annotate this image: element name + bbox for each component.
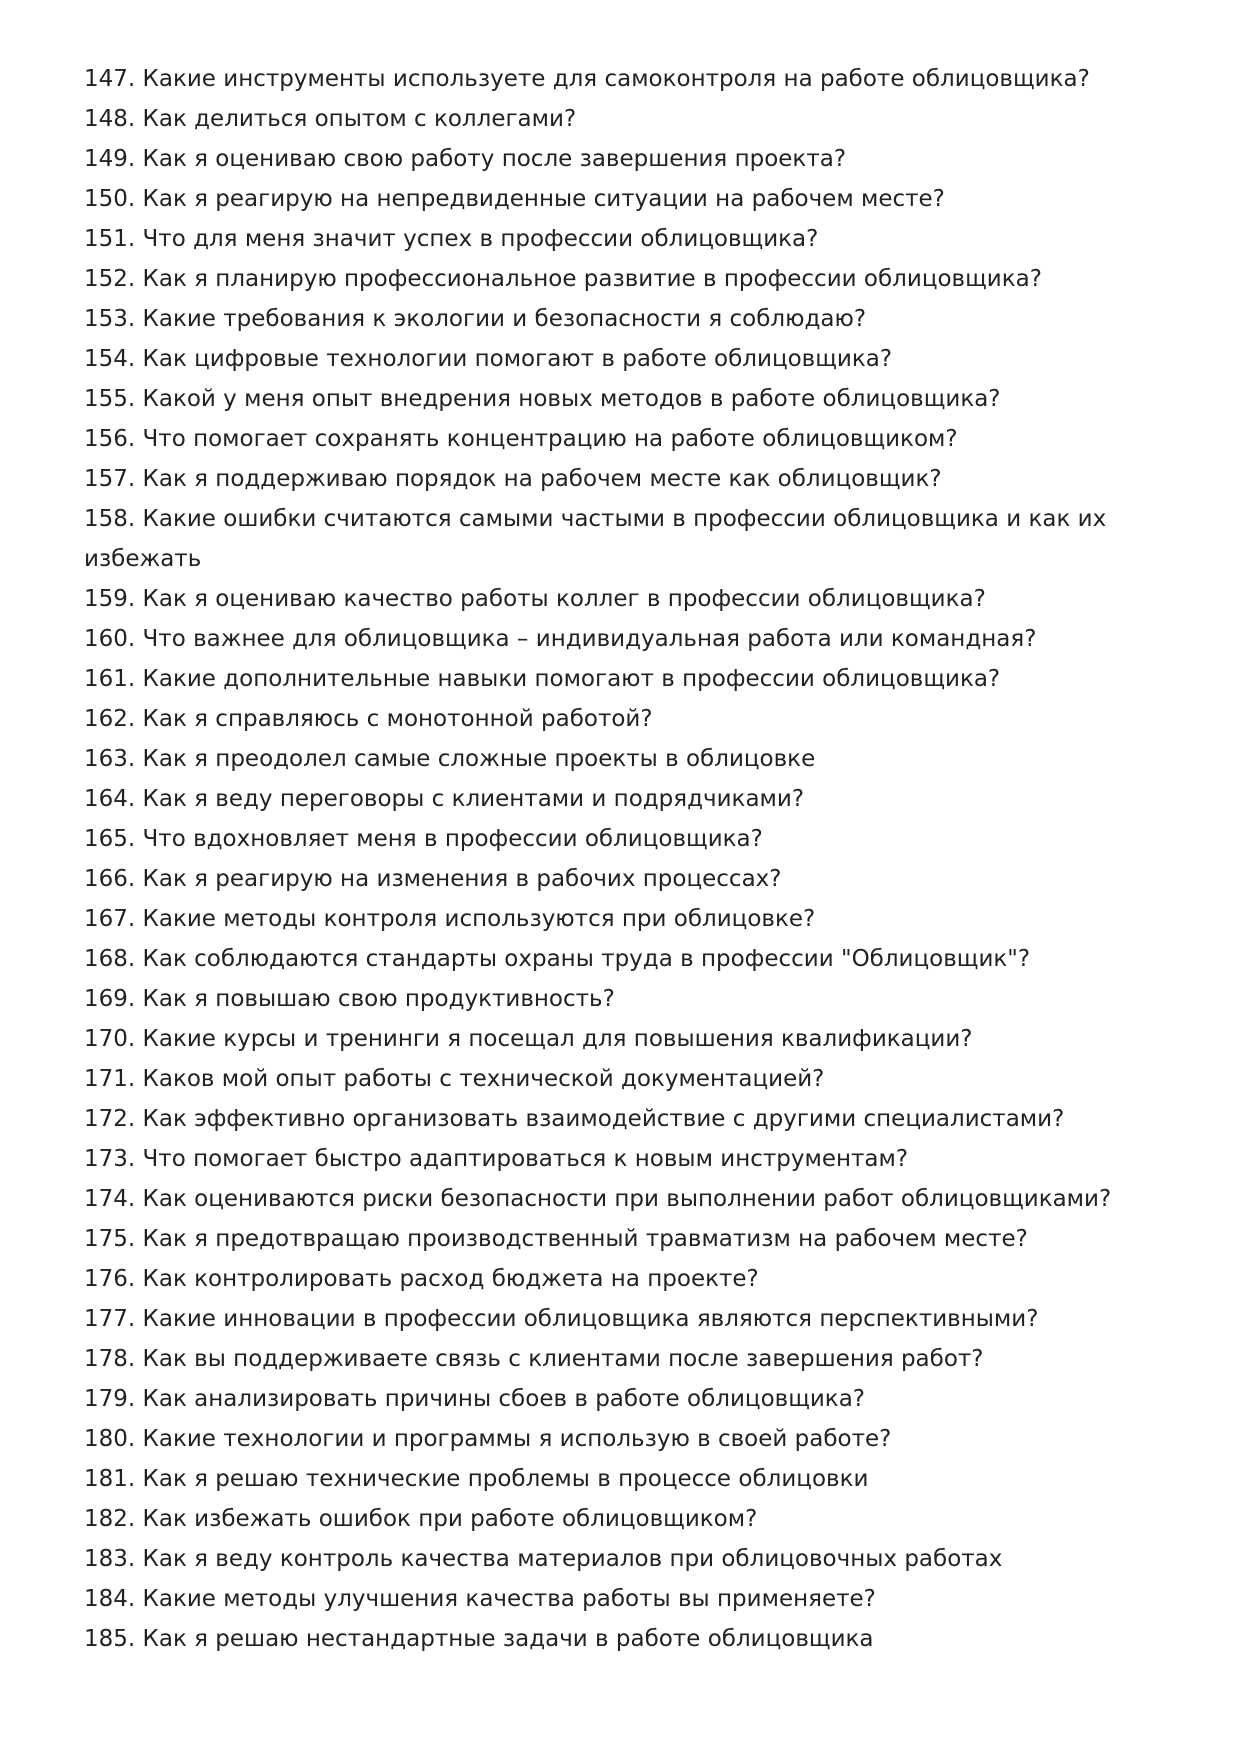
- question-item: 173. Что помогает быстро адаптироваться к новым инструментам?: [84, 1146, 909, 1172]
- question-item: 163. Как я преодолел самые сложные проекты в облицовке: [84, 746, 816, 772]
- question-item: 160. Что важнее для облицовщика – индивидуальная работа или командная?: [84, 626, 1037, 652]
- question-item: 182. Как избежать ошибок при работе облицовщиком?: [84, 1506, 758, 1532]
- question-item: 150. Как я реагирую на непредвиденные ситуации на рабочем месте?: [84, 186, 945, 212]
- question-item: 166. Как я реагирую на изменения в рабочих процессах?: [84, 866, 782, 892]
- question-item: 167. Какие методы контроля используются при облицовке?: [84, 906, 816, 932]
- question-item: 158. Какие ошибки считаются самыми частыми в профессии облицовщика и как их избежать: [84, 506, 1107, 572]
- question-item: 152. Как я планирую профессиональное развитие в профессии облицовщика?: [84, 266, 1042, 292]
- question-item: 149. Как я оцениваю свою работу после завершения проекта?: [84, 146, 847, 172]
- question-item: 185. Как я решаю нестандартные задачи в работе облицовщика: [84, 1626, 874, 1652]
- question-item: 148. Как делиться опытом с коллегами?: [84, 106, 577, 132]
- question-item: 165. Что вдохновляет меня в профессии облицовщика?: [84, 826, 763, 852]
- question-item: 171. Каков мой опыт работы с технической документацией?: [84, 1066, 825, 1092]
- question-item: 178. Как вы поддерживаете связь с клиентами после завершения работ?: [84, 1346, 984, 1372]
- question-list: [84, 59, 1155, 1659]
- question-item: 147. Какие инструменты используете для самоконтроля на работе облицовщика?: [84, 66, 1090, 92]
- question-item: 154. Как цифровые технологии помогают в работе облицовщика?: [84, 346, 893, 372]
- question-item: 157. Как я поддерживаю порядок на рабочем месте как облицовщик?: [84, 466, 942, 492]
- question-item: 181. Как я решаю технические проблемы в процессе облицовки: [84, 1466, 869, 1492]
- question-item: 184. Какие методы улучшения качества работы вы применяете?: [84, 1586, 876, 1612]
- question-item: 175. Как я предотвращаю производственный травматизм на рабочем месте?: [84, 1226, 1028, 1252]
- question-item: 159. Как я оцениваю качество работы коллег в профессии облицовщика?: [84, 586, 986, 612]
- question-item: 153. Какие требования к экологии и безопасности я соблюдаю?: [84, 306, 867, 332]
- question-item: 177. Какие инновации в профессии облицовщика являются перспективными?: [84, 1306, 1039, 1332]
- question-item: 183. Как я веду контроль качества материалов при облицовочных работах: [84, 1546, 1003, 1572]
- question-item: 169. Как я повышаю свою продуктивность?: [84, 986, 615, 1012]
- question-item: 164. Как я веду переговоры с клиентами и подрядчиками?: [84, 786, 805, 812]
- question-item: 155. Какой у меня опыт внедрения новых методов в работе облицовщика?: [84, 386, 1001, 412]
- question-item: 162. Как я справляюсь с монотонной работой?: [84, 706, 653, 732]
- question-item: 174. Как оцениваются риски безопасности при выполнении работ облицовщиками?: [84, 1186, 1112, 1212]
- question-item: 156. Что помогает сохранять концентрацию на работе облицовщиком?: [84, 426, 958, 452]
- question-item: 179. Как анализировать причины сбоев в работе облицовщика?: [84, 1386, 866, 1412]
- question-item: 176. Как контролировать расход бюджета на проекте?: [84, 1266, 759, 1292]
- question-item: 180. Какие технологии и программы я использую в своей работе?: [84, 1426, 892, 1452]
- question-item: 170. Какие курсы и тренинги я посещал для повышения квалификации?: [84, 1026, 973, 1052]
- question-item: 161. Какие дополнительные навыки помогают в профессии облицовщика?: [84, 666, 1001, 692]
- question-item: 168. Как соблюдаются стандарты охраны труда в профессии "Облицовщик"?: [84, 946, 1031, 972]
- question-item: 151. Что для меня значит успех в профессии облицовщика?: [84, 226, 819, 252]
- question-item: 172. Как эффективно организовать взаимодействие с другими специалистами?: [84, 1106, 1065, 1132]
